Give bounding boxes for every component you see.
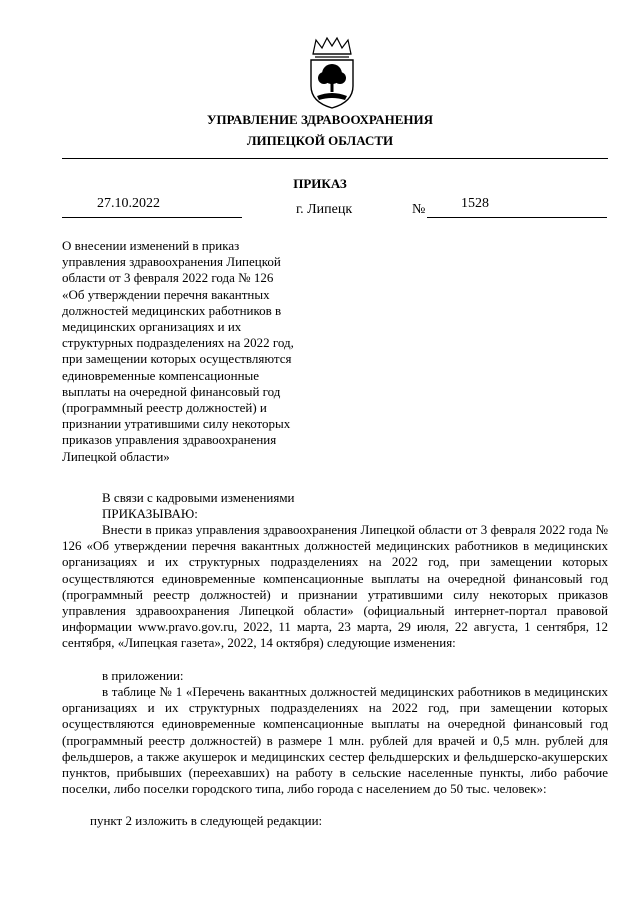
subject-line: единовременные компенсационные [62, 367, 260, 383]
subject-line: должностей медицинских работников в [62, 302, 282, 318]
subject-line: Липецкой области» [62, 448, 170, 464]
paragraph-point: пункт 2 изложить в следующей редакции: [90, 813, 323, 828]
order-word: ПРИКАЗЫВАЮ: [102, 506, 198, 521]
subject-line: медицинских организациях и их [62, 319, 242, 335]
subject-line: приказов управления здравоохранения [62, 432, 277, 448]
paragraph-amendment: Внести в приказ управления здравоохранения Липецкой области от 3 февраля 2022 года № 126 «Об утверждении перечня вакантных должностей медицинских работников в медицинских организациях и их структурных подразделениях на 2022 год, при замещении которых осуществляются единовременные компенсационные выплаты на очередной финансовый год (программный реестр должностей) и признании утратившими силу некоторых приказов управления здравоохранения Липецкой области» (официальный интернет-портал правовой информации www.pravo.gov.ru, 2022, 11 марта, 23 марта, 29 июля, 22 августа, 1 сентября, 12 сентября, «Липецкая газета», 2022, 14 октября) следующие изменения: [62, 522, 608, 651]
subject-line: при замещении которых осуществляются [62, 351, 292, 367]
date-underline [62, 217, 242, 218]
intro-text: В связи с кадровыми изменениями [102, 490, 295, 505]
coat-of-arms-icon [303, 36, 361, 110]
subject-line: управления здравоохранения Липецкой [62, 254, 281, 270]
number-underline [427, 217, 607, 218]
subject-line: структурных подразделениях на 2022 год, [62, 335, 294, 351]
document-type: ПРИКАЗ [293, 176, 347, 191]
subject-line: О внесении изменений в приказ [62, 238, 240, 253]
subject-line: выплаты на очередной финансовый год [62, 383, 281, 399]
paragraph-table: в таблице № 1 «Перечень вакантных должностей медицинских работников в медицинских организациях и их структурных подразделениях на 2022 год, при замещении которых осуществляются единовременные компенсационные выплаты на очередной финансовый год (программный реестр должностей) в размере 1 млн. рублей для врачей и 0,5 млн. рублей для фельдшеров, а также акушерок и медицинских сестер фельдшерских и фельдшерско-акушерских пунктов, прибывших (переехавших) на работу в сельские населенные пункты, либо рабочие поселки, либо поселки городского типа, либо города с населением до 50 тыс. человек»: [62, 684, 608, 797]
order-number: 1528 [461, 196, 489, 211]
order-city: г. Липецк [296, 202, 353, 217]
subject-line: признании утратившими силу некоторых [62, 416, 291, 432]
subject-line: «Об утверждении перечня вакантных [62, 286, 270, 302]
org-name-line2: ЛИПЕЦКОЙ ОБЛАСТИ [246, 133, 394, 148]
subject-line: области от 3 февраля 2022 года № 126 [62, 270, 274, 286]
org-name-line1: УПРАВЛЕНИЕ ЗДРАВООХРАНЕНИЯ [206, 112, 433, 127]
paragraph-appendix: в приложении: [102, 668, 184, 683]
subject-line: (программный реестр должностей) и [62, 400, 267, 416]
order-subject [62, 238, 332, 465]
order-date: 27.10.2022 [97, 196, 160, 211]
number-sign: № [412, 202, 426, 217]
header-divider [62, 158, 608, 159]
